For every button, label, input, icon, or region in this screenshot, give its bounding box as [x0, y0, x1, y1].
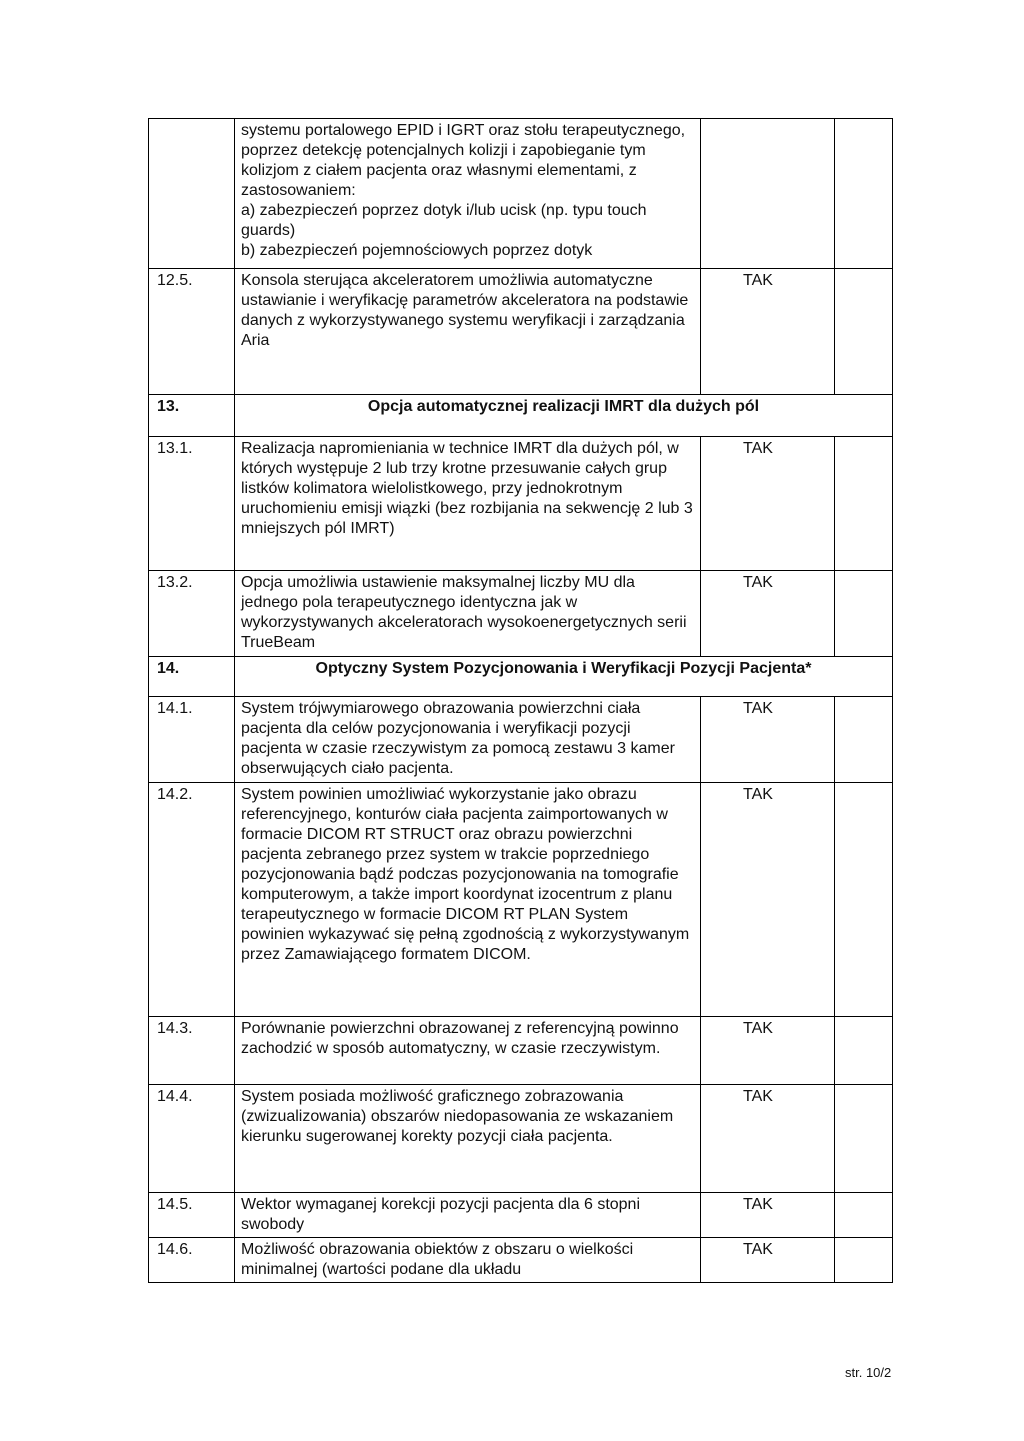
section-title: Optyczny System Pozycjonowania i Weryfikacji Pozycji Pacjenta*	[235, 657, 893, 697]
table-row	[149, 1085, 893, 1193]
specification-table	[148, 118, 893, 1283]
row-value: TAK	[701, 697, 835, 783]
row-number: 14.1.	[149, 697, 235, 783]
row-value	[701, 119, 835, 269]
table-row	[149, 783, 893, 1017]
row-description: System trójwymiarowego obrazowania powierzchni ciała pacjenta dla celów pozycjonowania i weryfikacji pozycji pacjenta w czasie rzeczywistym za pomocą zestawu 3 kamer obserwujących ciało pacjenta.	[235, 697, 701, 783]
row-number: 12.5.	[149, 269, 235, 395]
row-number: 14.2.	[149, 783, 235, 1017]
table-row	[149, 1017, 893, 1085]
table-row	[149, 437, 893, 571]
table-row	[149, 1238, 893, 1283]
row-number: 14.5.	[149, 1193, 235, 1238]
table-row	[149, 571, 893, 657]
row-number: 13.2.	[149, 571, 235, 657]
row-description: Opcja umożliwia ustawienie maksymalnej liczby MU dla jednego pola terapeutycznego identyczna jak w wykorzystywanych akceleratorach wysokoenergetycznych serii TrueBeam	[235, 571, 701, 657]
section-header-row	[149, 657, 893, 697]
row-value: TAK	[701, 437, 835, 571]
row-description: Konsola sterująca akceleratorem umożliwia automatyczne ustawianie i weryfikację parametrów akceleratora na podstawie danych z wykorzystywanego systemu weryfikacji i zarządzania Aria	[235, 269, 701, 395]
section-number: 13.	[149, 395, 235, 437]
row-value: TAK	[701, 1193, 835, 1238]
row-number: 13.1.	[149, 437, 235, 571]
row-number: 14.6.	[149, 1238, 235, 1283]
row-description: System powinien umożliwiać wykorzystanie jako obrazu referencyjnego, konturów ciała pacjenta zaimportowanych w formacie DICOM RT STRUCT oraz obrazu powierzchni pacjenta zebranego przez system w trakcie poprzedniego pozycjonowania bądź podczas pozycjonowania na tomografie komputerowym, a także import koordynat izocentrum z planu terapeutycznego w formacie DICOM RT PLAN System powinien wykazywać się pełną zgodnością z wykorzystywanym przez Zamawiającego formatem DICOM.	[235, 783, 701, 1017]
section-number: 14.	[149, 657, 235, 697]
page-number: str. 10/2	[845, 1365, 892, 1380]
row-description: Możliwość obrazowania obiektów z obszaru o wielkości minimalnej (wartości podane dla układu	[235, 1238, 701, 1283]
row-number: 14.4.	[149, 1085, 235, 1193]
row-value: TAK	[701, 269, 835, 395]
row-value: TAK	[701, 783, 835, 1017]
row-number	[149, 119, 235, 269]
row-description: systemu portalowego EPID i IGRT oraz stołu terapeutycznego, poprzez detekcję potencjalnych kolizji i zapobieganie tym kolizjom z ciałem pacjenta oraz własnymi elementami, z zastosowaniem: a) zabezpieczeń poprzez dotyk i/lub ucisk (np. typu touch guards) b) zabezpieczeń pojemnościowych poprzez dotyk	[235, 119, 701, 269]
row-value: TAK	[701, 1238, 835, 1283]
row-value: TAK	[701, 1017, 835, 1085]
section-title: Opcja automatycznej realizacji IMRT dla dużych pól	[235, 395, 893, 437]
table-row	[149, 269, 893, 395]
row-number: 14.3.	[149, 1017, 235, 1085]
table-row	[149, 119, 893, 269]
section-header-row	[149, 395, 893, 437]
table-row	[149, 697, 893, 783]
row-value: TAK	[701, 571, 835, 657]
row-description: System posiada możliwość graficznego zobrazowania (zwizualizowania) obszarów niedopasowania ze wskazaniem kierunku sugerowanej korekty pozycji ciała pacjenta.	[235, 1085, 701, 1193]
row-value: TAK	[701, 1085, 835, 1193]
row-description: Porównanie powierzchni obrazowanej z referencyjną powinno zachodzić w sposób automatyczny, w czasie rzeczywistym.	[235, 1017, 701, 1085]
row-description: Realizacja napromieniania w technice IMRT dla dużych pól, w których występuje 2 lub trzy krotne przesuwanie całych grup listków kolimatora wielolistkowego, przy jednokrotnym uruchomieniu emisji wiązki (bez rozbijania na sekwencję 2 lub 3 mniejszych pól IMRT)	[235, 437, 701, 571]
row-description: Wektor wymaganej korekcji pozycji pacjenta dla 6 stopni swobody	[235, 1193, 701, 1238]
table-row	[149, 1193, 893, 1238]
